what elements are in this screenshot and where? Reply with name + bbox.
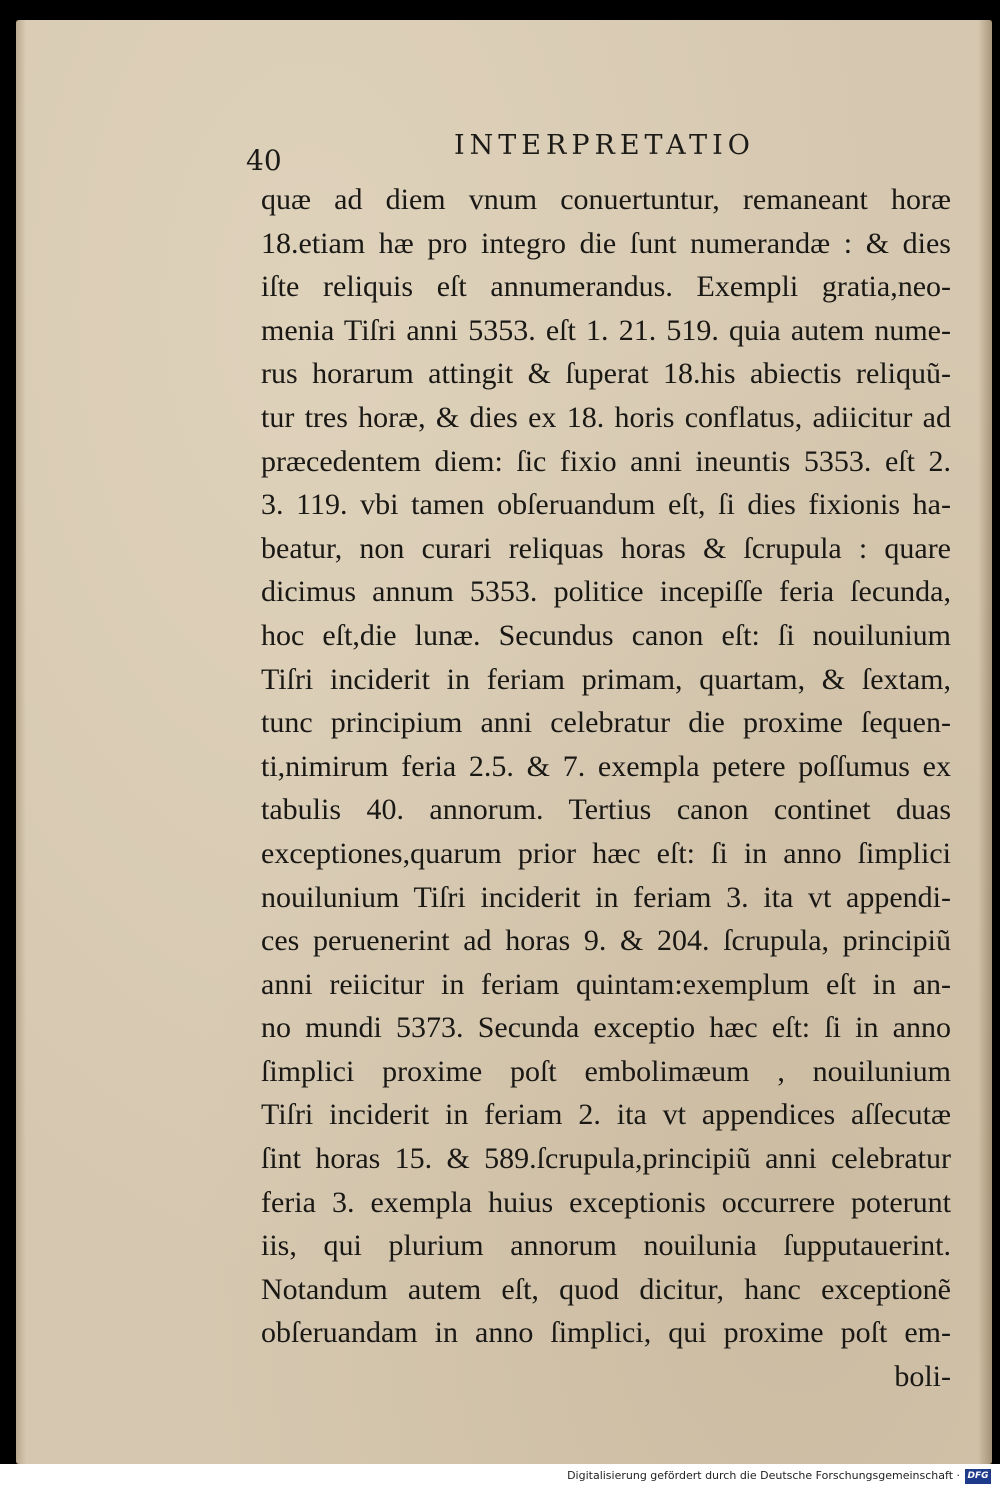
- text-line: hoc eſt,die lunæ. Secundus canon eſt: ſi nouilunium: [261, 618, 951, 652]
- text-line: exceptiones,quarum prior hæc eſt: ſi in anno ſimplici: [261, 836, 951, 870]
- catchword: boli-: [894, 1360, 951, 1394]
- text-line: iis, qui plurium annorum nouilunia ſupputauerint.: [261, 1229, 951, 1263]
- text-line: ces peruenerint ad horas 9. & 204. ſcrupula, principiũ: [261, 924, 951, 958]
- text-line: nouilunium Tiſri inciderit in feriam 3. ita vt appendi-: [261, 880, 951, 914]
- text-line: rus horarum attingit & ſuperat 18.his abiectis reliquũ-: [261, 357, 951, 391]
- text-line: dicimus annum 5353. politice incepiſſe feria ſecunda,: [261, 575, 951, 609]
- text-line: 18.etiam hæ pro integro die ſunt numerandæ : & dies: [261, 226, 951, 260]
- dfg-logo-icon: DFG: [965, 1469, 991, 1484]
- page-edge-shadow-right: [978, 20, 992, 1464]
- text-line: 3. 119. vbi tamen obſeruandum eſt, ſi dies fixionis ha-: [261, 488, 951, 522]
- page-edge-shadow-left: [16, 20, 26, 1464]
- text-line: obſeruandam in anno ſimplici, qui proxime poſt em-: [261, 1316, 951, 1350]
- text-line: no mundi 5373. Secunda exceptio hæc eſt: ſi in anno: [261, 1011, 951, 1045]
- running-title: INTERPRETATIO: [454, 130, 755, 161]
- text-line: feria 3. exempla huius exceptionis occurrere poterunt: [261, 1185, 951, 1219]
- text-line: Notandum autem eſt, quod dicitur, hanc exceptionẽ: [261, 1272, 951, 1306]
- page-number: 40: [246, 144, 282, 177]
- text-line: tabulis 40. annorum. Tertius canon continet duas: [261, 793, 951, 827]
- text-line: Tiſri inciderit in feriam 2. ita vt appendices aſſecutæ: [261, 1098, 951, 1132]
- text-line: beatur, non curari reliquas horas & ſcrupula : quare: [261, 531, 951, 565]
- text-line: menia Tiſri anni 5353. eſt 1. 21. 519. quia autem nume-: [261, 313, 951, 347]
- text-line: anni reiicitur in feriam quintam:exemplum eſt in an-: [261, 967, 951, 1001]
- text-line: iſte reliquis eſt annumerandus. Exempli gratia,neo-: [261, 270, 951, 304]
- book-page: [16, 20, 992, 1464]
- text-line: ſimplici proxime poſt embolimæum , nouilunium: [261, 1054, 951, 1088]
- text-line: ti,nimirum feria 2.5. & 7. exempla petere poſſumus ex: [261, 749, 951, 783]
- text-line: tur tres horæ, & dies ex 18. horis conflatus, adiicitur ad: [261, 400, 951, 434]
- text-line: tunc principium anni celebratur die proxime ſequen-: [261, 706, 951, 740]
- text-line: Tiſri inciderit in feriam primam, quartam, & ſextam,: [261, 662, 951, 696]
- funding-credit: Digitalisierung gefördert durch die Deutsche Forschungsgemeinschaft ·: [567, 1469, 960, 1482]
- running-head: [246, 130, 966, 177]
- digitization-footer: [0, 1464, 1000, 1490]
- text-line: præcedentem diem: ſic fixio anni ineuntis 5353. eſt 2.: [261, 444, 951, 478]
- text-line: ſint horas 15. & 589.ſcrupula,principiũ anni celebratur: [261, 1142, 951, 1176]
- text-line: quæ ad diem vnum conuertuntur, remaneant horæ: [261, 183, 951, 216]
- body-text: [261, 178, 951, 1399]
